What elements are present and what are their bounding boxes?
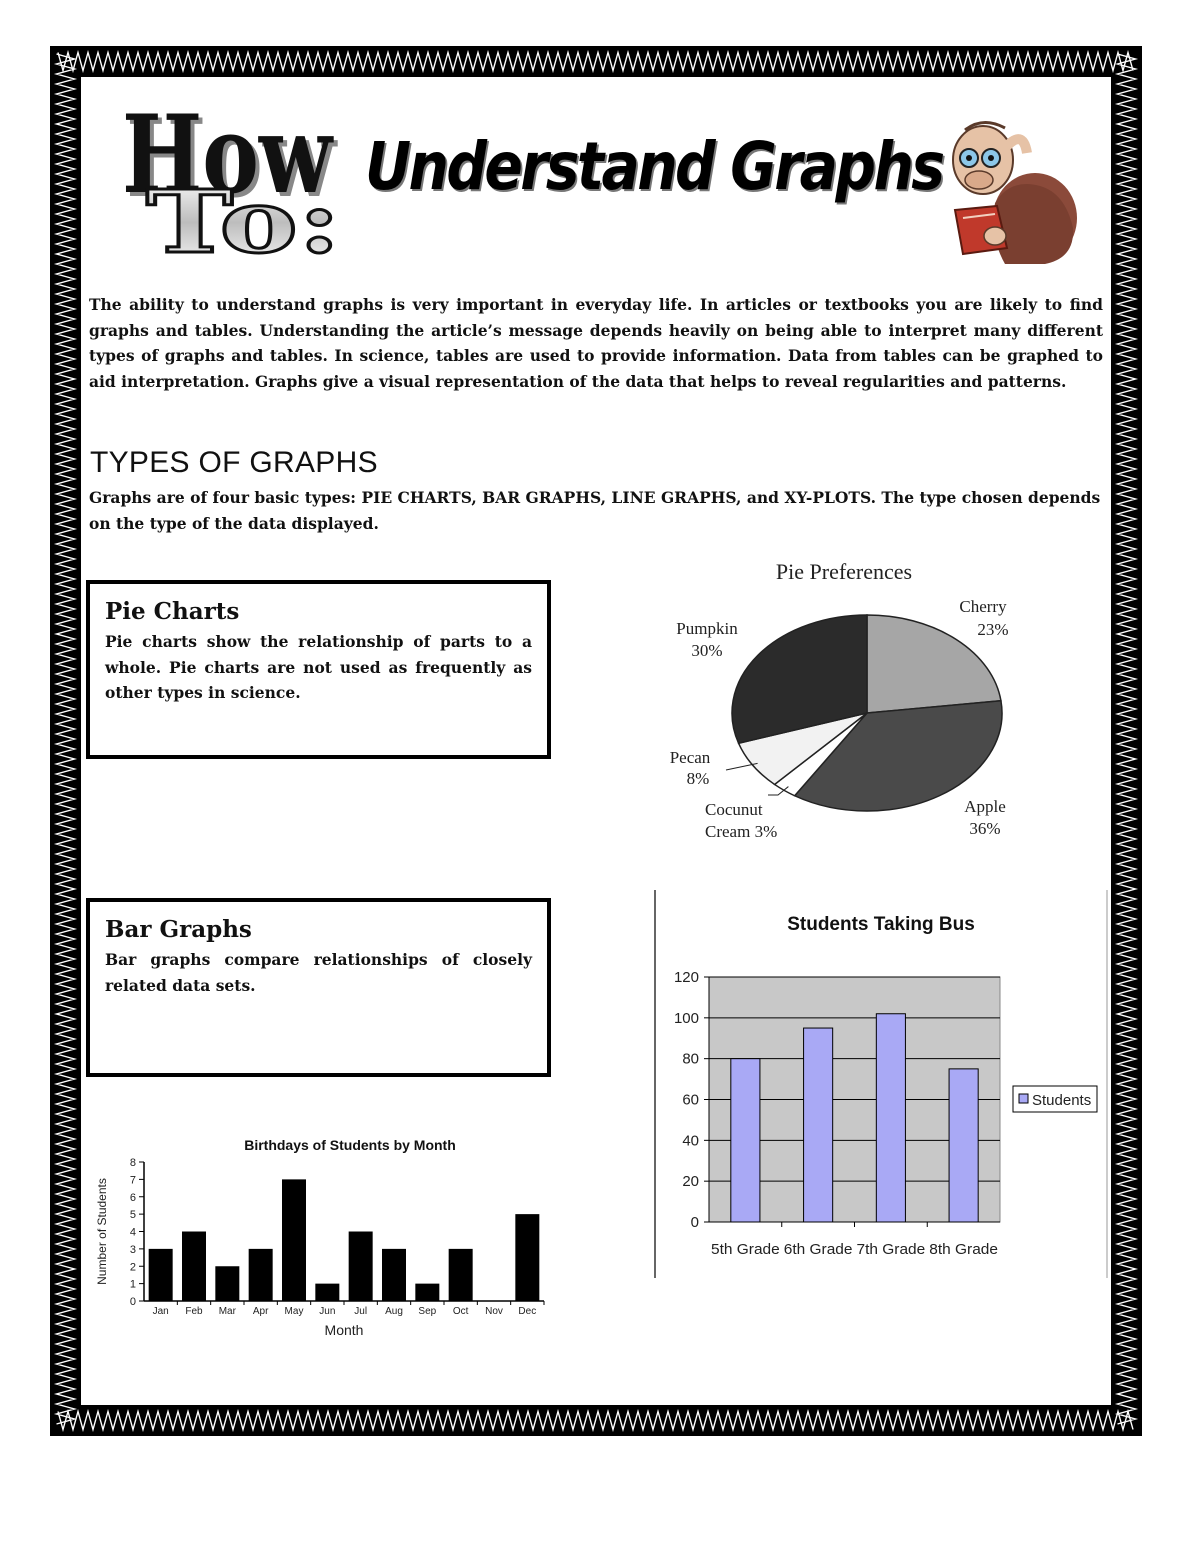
birthdays-bar	[182, 1232, 206, 1302]
birthdays-xtick-label: May	[284, 1306, 304, 1317]
bus-bar	[804, 1028, 833, 1222]
birthdays-xlabel: Month	[324, 1322, 364, 1338]
pie-title: Pie Preferences	[775, 559, 913, 584]
pie-charts-text: Pie charts show the relationship of parts to a whole. Pie charts are not used as frequently as other types in science.	[105, 632, 532, 702]
birthdays-bar	[149, 1249, 173, 1301]
bus-xtick-label: 5th Grade	[711, 1241, 780, 1258]
types-lead: Graphs are of four basic types:	[89, 488, 362, 507]
birthdays-ytick-label: 6	[129, 1191, 136, 1204]
pie-label-apple-name: Apple	[964, 797, 1006, 816]
birthdays-xtick-label: Sep	[418, 1306, 437, 1317]
bus-xtick-label: 6th Grade	[783, 1241, 853, 1258]
birthdays-ytick-label: 7	[129, 1174, 136, 1187]
bus-ytick-label: 40	[682, 1132, 699, 1150]
pie-label-apple-value: 36%	[969, 819, 1001, 838]
logo-to-text: To:	[146, 172, 341, 265]
bus-bar	[876, 1014, 905, 1222]
birthdays-bar	[349, 1232, 373, 1302]
pie-label-pumpkin-name: Pumpkin	[676, 619, 738, 638]
pie-label-pumpkin-value: 30%	[691, 641, 723, 660]
bar-graphs-box	[86, 898, 551, 1077]
birthdays-xtick-label: Apr	[252, 1306, 269, 1317]
bus-xtick-label: 7th Grade	[856, 1241, 926, 1258]
birthdays-ytick-label: 0	[129, 1296, 136, 1308]
bus-ytick-label: 20	[682, 1173, 699, 1191]
birthdays-ytick-label: 8	[129, 1157, 136, 1169]
bus-bar	[949, 1069, 978, 1222]
bar-graphs-text: Bar graphs compare relationships of closely related data sets.	[105, 950, 532, 995]
svg-text:How: How	[126, 100, 339, 222]
pie-label-cocunut-cream-line2: Cream 3%	[705, 822, 778, 841]
intro-paragraph: The ability to understand graphs is very important in everyday life. In articles or textbooks you are likely to find graphs and tables. Understanding the article’s message depends heavily on being able to interpret many different types of graphs and tables. In science, tables are used to provide information. Data from tables can be graphed to aid interpretation. Graphs give a visual representation of the data that helps to reveal regularities and patterns.	[89, 295, 1103, 391]
pie-charts-heading: Pie Charts	[105, 598, 240, 625]
birthdays-ytick-label: 1	[129, 1278, 136, 1291]
pie-label-pecan-value: 8%	[686, 769, 710, 788]
birthdays-bar	[415, 1284, 439, 1301]
birthdays-xtick-label: Dec	[518, 1306, 537, 1317]
bus-ytick-label: 0	[690, 1214, 699, 1231]
birthdays-xtick-label: Feb	[185, 1306, 203, 1317]
birthdays-bar	[515, 1214, 539, 1301]
types-last: XY-PLOTS	[784, 488, 871, 507]
pie-label-pecan-name: Pecan	[669, 748, 711, 767]
bus-ytick-label: 60	[682, 1091, 699, 1109]
birthdays-xtick-label: Mar	[218, 1306, 236, 1317]
birthdays-ytick-label: 5	[129, 1209, 136, 1222]
bar-graphs-heading: Bar Graphs	[105, 916, 252, 943]
bus-chart	[652, 888, 1110, 1280]
birthdays-bar	[382, 1249, 406, 1301]
birthdays-xtick-label: Jun	[319, 1306, 336, 1317]
birthdays-bar	[449, 1249, 473, 1301]
types-paragraph	[89, 485, 1103, 536]
bus-legend-label: Students	[1032, 1092, 1092, 1109]
birthdays-title: Birthdays of Students by Month	[244, 1137, 456, 1153]
types-and: and	[741, 488, 785, 507]
types-tail: . The type chosen depends on the type of the data displayed.	[89, 488, 1101, 533]
birthdays-xtick-label: Oct	[452, 1306, 469, 1317]
bus-bar	[731, 1059, 760, 1222]
birthdays-ytick-label: 2	[129, 1261, 136, 1274]
professor-reading-illustration	[935, 108, 1080, 266]
bus-xtick-label: 8th Grade	[929, 1241, 998, 1258]
page-title: Understand Graphs	[365, 128, 943, 205]
pie-label-cherry-value: 23%	[977, 620, 1009, 639]
bus-ytick-label: 120	[673, 969, 699, 986]
bus-ytick-label: 80	[682, 1050, 699, 1068]
birthdays-bar	[249, 1249, 273, 1301]
types-heading: TYPES OF GRAPHS	[90, 446, 378, 479]
pie-chart	[640, 555, 1060, 850]
pie-leader-pecan	[726, 763, 758, 770]
bus-title: Students Taking Bus	[787, 914, 975, 935]
birthdays-chart	[88, 1130, 558, 1345]
bus-legend-swatch	[1019, 1094, 1028, 1103]
birthdays-ytick-label: 3	[129, 1243, 136, 1256]
birthdays-xtick-label: Nov	[485, 1306, 503, 1317]
birthdays-xtick-label: Jul	[354, 1306, 368, 1317]
birthdays-ylabel: Number of Students	[95, 1178, 109, 1285]
pie-charts-box	[86, 580, 551, 759]
logo-how-text: How	[122, 100, 335, 218]
how-to-logo	[120, 100, 350, 265]
birthdays-ytick-label: 4	[129, 1226, 136, 1239]
types-list: PIE CHARTS, BAR GRAPHS, LINE GRAPHS,	[361, 488, 742, 507]
birthdays-xtick-label: Aug	[385, 1306, 403, 1317]
pie-label-cherry-name: Cherry	[959, 597, 1007, 616]
birthdays-xtick-label: Jan	[152, 1306, 169, 1317]
pie-label-cocunut-cream-name: Cocunut	[705, 800, 763, 819]
birthdays-bar	[215, 1266, 239, 1301]
birthdays-bar	[282, 1179, 306, 1301]
birthdays-bar	[315, 1284, 339, 1301]
bus-ytick-label: 100	[673, 1009, 699, 1027]
